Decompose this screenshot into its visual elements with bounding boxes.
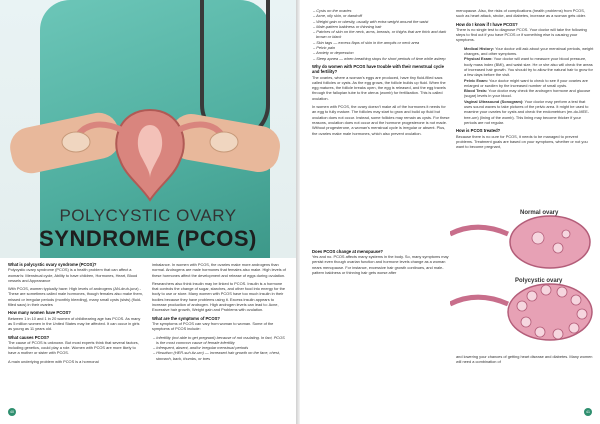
paragraph: The cause of PCOS is unknown. But most experts think that several factors, including genetics, could play a role. Women with PCOS are more likely to have a mother or sister with PCOS.: [8, 339, 139, 356]
left-page: [0, 0, 296, 424]
heading-treatment: How is PCOS treated?: [456, 128, 501, 134]
list-item: – Infertility (not able to get pregnant) because of not ovulating. In fact, PCOS is the most common cause of female infertility: [152, 335, 288, 346]
paragraph: The ovaries, where a woman's eggs are produced, have tiny fluid-filled sacs called follicles or cysts. As the egg grows, the follicle builds up fluid. When the egg matures, the follicle breaks open, the egg is released, and the egg travels through the fallopian tube to the uterus (womb) for fertilization. This is called ovulation.: [312, 74, 446, 101]
list-item: – Weight gain or obesity, usually with extra weight around the waist: [312, 19, 450, 24]
step-text: Your doctor might want to check to see if your ovaries are enlarged or swollen by the increased number of small cysts.: [464, 77, 588, 88]
figure-label-normal: Normal ovary: [520, 210, 559, 216]
paragraph: Because there is no cure for PCOS, it needs to be managed to prevent problems. Treatment goals are based on your symptoms, whether or not you want to become pregnant,: [456, 133, 588, 150]
paragraph: Polycystic ovary syndrome (PCOS) is a health problem that can affect a woman's: Menstrual cycle, Ability to have children, Hormones, Heart, Blood vessels and Appearance: [8, 267, 138, 283]
page-title-line1: POLYCYSTIC OVARY: [59, 206, 237, 225]
list-item: – Patches of skin on the neck, arms, breasts, or thighs that are thick and dark brown or black: [312, 29, 450, 40]
step-text: Your doctor will ask about your menstrual periods, weight changes, and other symptoms.: [464, 45, 594, 57]
right-column-2-bottom: [456, 354, 594, 368]
paragraph: menopause. Also, the risks of complications (health problems) from PCOS, such as heart attack, stroke, and diabetes, increase as a woman gets older.: [456, 8, 586, 19]
page-number-right: 41: [584, 408, 592, 416]
paragraph: There is no single test to diagnose PCOS. Your doctor will take the following steps to find out if you have PCOS or if something else is causing your symptoms.: [456, 26, 587, 43]
left-column-1: [8, 262, 144, 367]
list-item: – Acne, oily skin, or dandruff: [312, 13, 450, 18]
step-label: Vaginal Ultrasound (Sonogram):: [464, 98, 524, 104]
paragraph: Between 1 in 10 and 1 in 20 women of childbearing age has PCOS. As many as 5 million women in the United States may be affected. It can occur in girls as young as 11 years old.: [8, 315, 141, 332]
list-item: – Anxiety or depression: [312, 50, 450, 55]
right-column-2: [456, 8, 594, 152]
paragraph: In women with PCOS, the ovary doesn't make all of the hormones it needs for an egg to fully mature. The follicles may start to grow and build up fluid but ovulation does not occur. Instead, some follicles may remain as cysts. For these reasons, ovulation does not occur and the hormone progesterone is not made. Without progesterone, a woman's menstrual cycle is irregular or absent. Plus, the ovaries make male hormones, which also prevent ovulation.: [312, 104, 450, 136]
right-column-1: [312, 8, 450, 278]
step-text: Your doctor will want to measure your blood pressure, body mass index (BMI), and waist size. He or she also will check the areas of increased hair growth. You should try to allow the natural hair to grow for a few days before the visit.: [464, 56, 593, 78]
paragraph: The symptoms of PCOS can vary from woman to woman. Some of the symptoms of PCOS include:: [152, 320, 274, 332]
list-item: – Infrequent, absent, and/or irregular menstrual periods: [152, 345, 288, 350]
heading-how-many: How many women have PCOS?: [8, 310, 71, 316]
step-label: Blood Tests:: [464, 88, 488, 94]
list-item: – Pelvic pain: [312, 45, 450, 50]
paragraph: With PCOS, women typically have: High levels of androgens (AN-druh-junz) - These are sometimes called male hormones, though females also make them, missed or irregular periods (monthly bleeding), many small cysts (sists) (fluid-filled sacs) in their ovaries: [8, 286, 143, 308]
symptom-list: [152, 335, 288, 361]
symptom-list-continued: [312, 8, 450, 61]
figure-label-polycystic: Polycystic ovary: [515, 278, 563, 284]
paragraph: Researchers also think insulin may be linked to PCOS. Insulin is a hormone that controls the change of sugar, starches, and other food into energy for the body to use or store. Many women with PCOS have too much insulin in their bodies because they have problems using it. Excess insulin appears to increase production of androgen. High androgen levels can lead to: Acne, Excessive hair growth, Weight gain and Problems with ovulation.: [152, 280, 286, 313]
paragraph: imbalance. In women with PCOS, the ovaries make more androgens than normal. Androgens are male hormones that females also make. High levels of these hormones affect the development and release of eggs during ovulation.: [152, 262, 286, 278]
step-label: Pelvic Exam:: [464, 77, 489, 83]
heading-causes: What causes PCOS?: [8, 334, 50, 340]
uterus-model-illustration: [60, 90, 240, 210]
step-text: Your doctor may perform a test that uses sound waves to take pictures of the pelvic area. It might be used to examine your ovaries for cysts and check the endometrium (en-do-MEE-tree-um) (lining of the womb). This lining may become thicker if your periods are not regular.: [464, 98, 589, 125]
heading-what-is-pcos: What is polycystic ovary syndrome (PCOS)?: [8, 262, 97, 267]
paragraph: A main underlying problem with PCOS is a hormonal: [8, 358, 99, 364]
heading-menstrual-fertility: Why do women with PCOS have trouble with their menstrual cycle and fertility?: [312, 63, 444, 75]
list-item: – Male-pattern baldness or thinning hair: [312, 24, 450, 29]
heading-symptoms: What are the symptoms of PCOS?: [152, 315, 220, 321]
heading-menopause: Does PCOS change at menopause?: [312, 248, 383, 254]
heading-diagnosis: How do I know if I have PCOS?: [456, 21, 518, 27]
list-item: – Hirsutism (HER-suh-tiz-um) — increased hair growth on the face, chest, stomach, back, thumbs, or toes: [152, 350, 288, 361]
list-item: – Sleep apnea — when breathing stops for short periods of time while asleep: [312, 56, 450, 61]
list-item: – Cysts on the ovaries: [312, 8, 450, 13]
step-text: Your doctor may check the androgen hormone and glucose (sugar) levels in your blood.: [464, 88, 591, 99]
ovary-comparison-figure: [450, 204, 598, 348]
step-label: Medical History:: [464, 45, 495, 51]
page-title-line2: SYNDROME (PCOS): [39, 226, 257, 251]
paragraph: and lowering your chances of getting heart disease and diabetes. Many women will need a combination of: [456, 354, 593, 365]
list-item: – Skin tags — excess flaps of skin in the armpits or neck area: [312, 40, 450, 45]
hero-image: [0, 0, 296, 258]
step-label: Physical Exam:: [464, 56, 493, 62]
left-column-2: [152, 262, 288, 361]
page-number-left: 40: [8, 408, 16, 416]
paragraph: Yes and no. PCOS affects many systems in the body. So, many symptoms may persist even though ovarian function and hormone levels change as a woman nears menopause. For instance, excessive hair growth continues, and male-pattern baldness or thinning hair gets worse after: [312, 254, 449, 276]
